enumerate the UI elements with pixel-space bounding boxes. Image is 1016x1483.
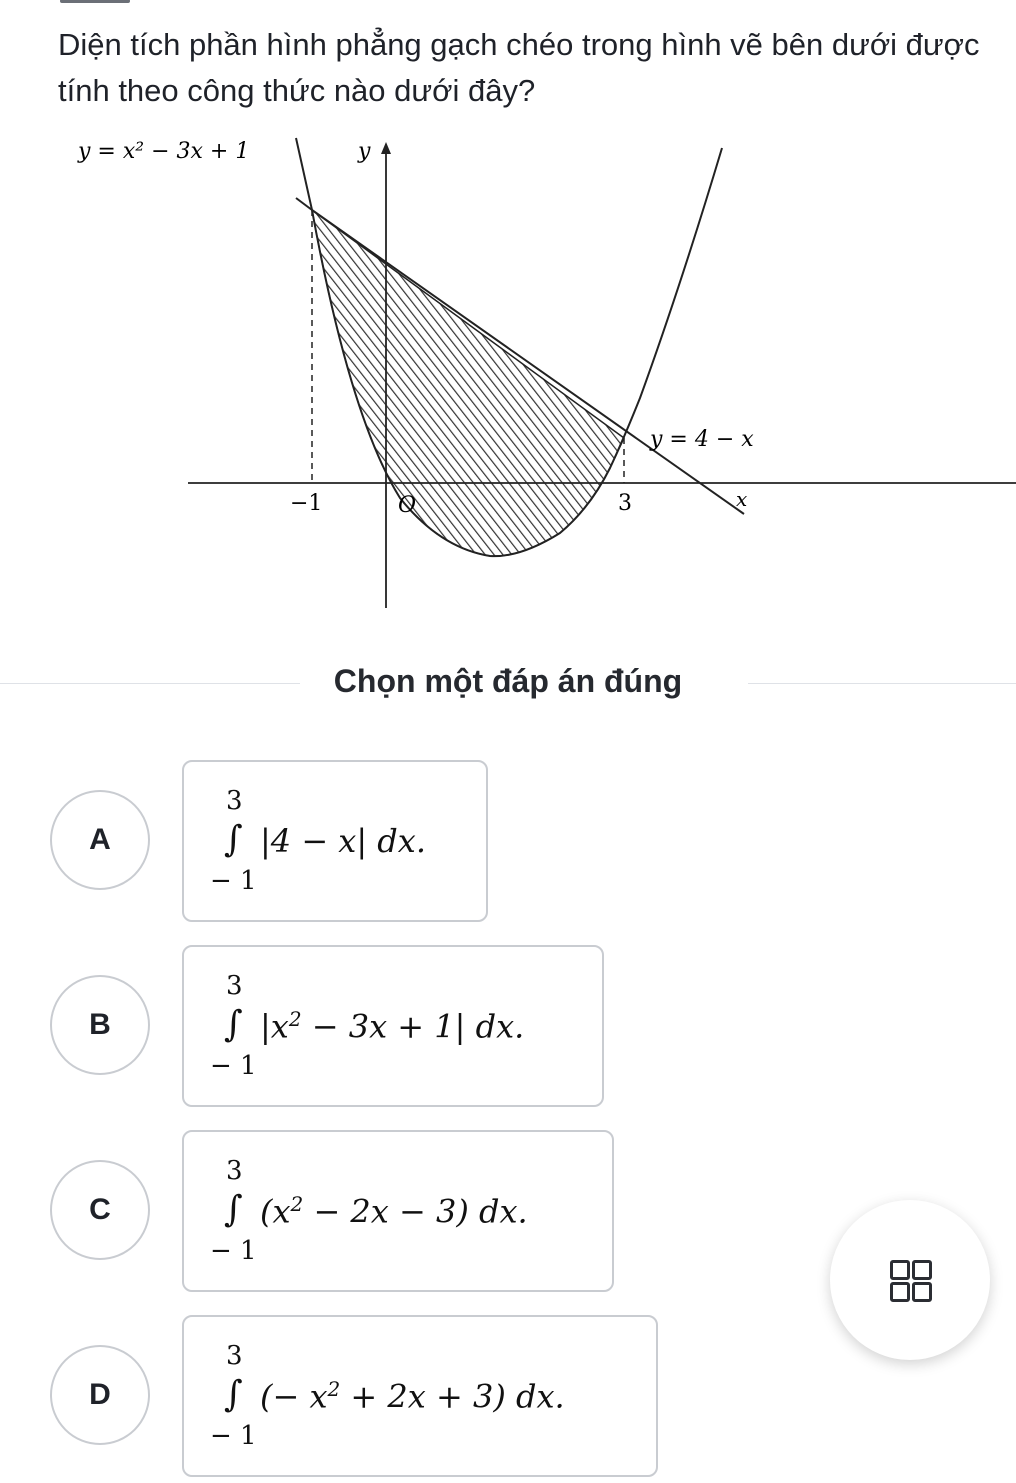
x-axis-label: x bbox=[736, 487, 748, 511]
integrand-exponent: 2 bbox=[290, 1192, 304, 1216]
curve-label: y = x² − 3x + 1 bbox=[78, 139, 250, 164]
previous-header-stub bbox=[60, 0, 130, 6]
integral-lower-limit: − 1 bbox=[210, 1421, 257, 1451]
integrand-exponent: 2 bbox=[288, 1007, 302, 1031]
question-grid-button[interactable] bbox=[830, 1200, 990, 1360]
shaded-region bbox=[312, 210, 624, 556]
integral-lower-limit: − 1 bbox=[210, 1051, 257, 1081]
integral-lower-limit: − 1 bbox=[210, 1236, 257, 1266]
section-title: Chọn một đáp án đúng bbox=[333, 663, 683, 699]
integrand-pre: (x bbox=[260, 1192, 291, 1231]
option-c-box[interactable] bbox=[182, 1130, 614, 1292]
tick-label-3: 3 bbox=[618, 491, 632, 516]
integral-sign: ∫ bbox=[224, 1189, 243, 1230]
integral-upper-limit: 3 bbox=[226, 1156, 243, 1186]
question-text: Diện tích phần hình phẳng gạch chéo trong hình vẽ bên dưới được tính theo công thức nào dưới đây? bbox=[58, 27, 980, 108]
option-c-letter[interactable]: C bbox=[50, 1160, 150, 1260]
answer-section-header bbox=[0, 655, 1016, 711]
option-b-letter[interactable]: B bbox=[50, 975, 150, 1075]
tick-label-minus1: −1 bbox=[290, 491, 323, 516]
integrand: |4 − x| dx. bbox=[260, 822, 426, 860]
option-b-box[interactable] bbox=[182, 945, 604, 1107]
integrand-post: − 3x + 1| dx. bbox=[301, 1007, 525, 1046]
integrand-post: + 2x + 3) dx. bbox=[340, 1377, 565, 1416]
option-d-formula bbox=[204, 1317, 676, 1475]
integrand-post: − 2x − 3) dx. bbox=[303, 1192, 528, 1231]
option-b[interactable] bbox=[0, 945, 1016, 1110]
option-b-formula bbox=[204, 947, 622, 1105]
integral-upper-limit: 3 bbox=[226, 786, 243, 816]
integrand bbox=[260, 1007, 524, 1046]
integrand bbox=[260, 1377, 565, 1416]
graph-svg bbox=[0, 128, 1016, 628]
integral-sign: ∫ bbox=[224, 819, 243, 860]
integral-sign: ∫ bbox=[224, 1004, 243, 1045]
integrand-pre: (− x bbox=[260, 1377, 328, 1416]
integral-upper-limit: 3 bbox=[226, 971, 243, 1001]
y-axis-label: y bbox=[358, 139, 371, 164]
integrand-exponent: 2 bbox=[327, 1377, 341, 1401]
integrand-pre: |x bbox=[260, 1007, 289, 1046]
integrand bbox=[260, 1192, 528, 1231]
option-a[interactable] bbox=[0, 760, 1016, 925]
option-c-formula bbox=[204, 1132, 632, 1290]
option-a-formula bbox=[204, 762, 506, 920]
integral-sign: ∫ bbox=[224, 1374, 243, 1415]
graph-figure bbox=[0, 128, 1016, 628]
integral-upper-limit: 3 bbox=[226, 1341, 243, 1371]
integral-lower-limit: − 1 bbox=[210, 866, 257, 896]
option-a-letter[interactable]: A bbox=[50, 790, 150, 890]
option-d-box[interactable] bbox=[182, 1315, 658, 1477]
option-d-letter[interactable]: D bbox=[50, 1345, 150, 1445]
option-a-box[interactable] bbox=[182, 760, 488, 922]
line-label: y = 4 − x bbox=[650, 427, 754, 452]
origin-label: O bbox=[398, 493, 417, 518]
y-axis-arrow bbox=[381, 142, 391, 154]
